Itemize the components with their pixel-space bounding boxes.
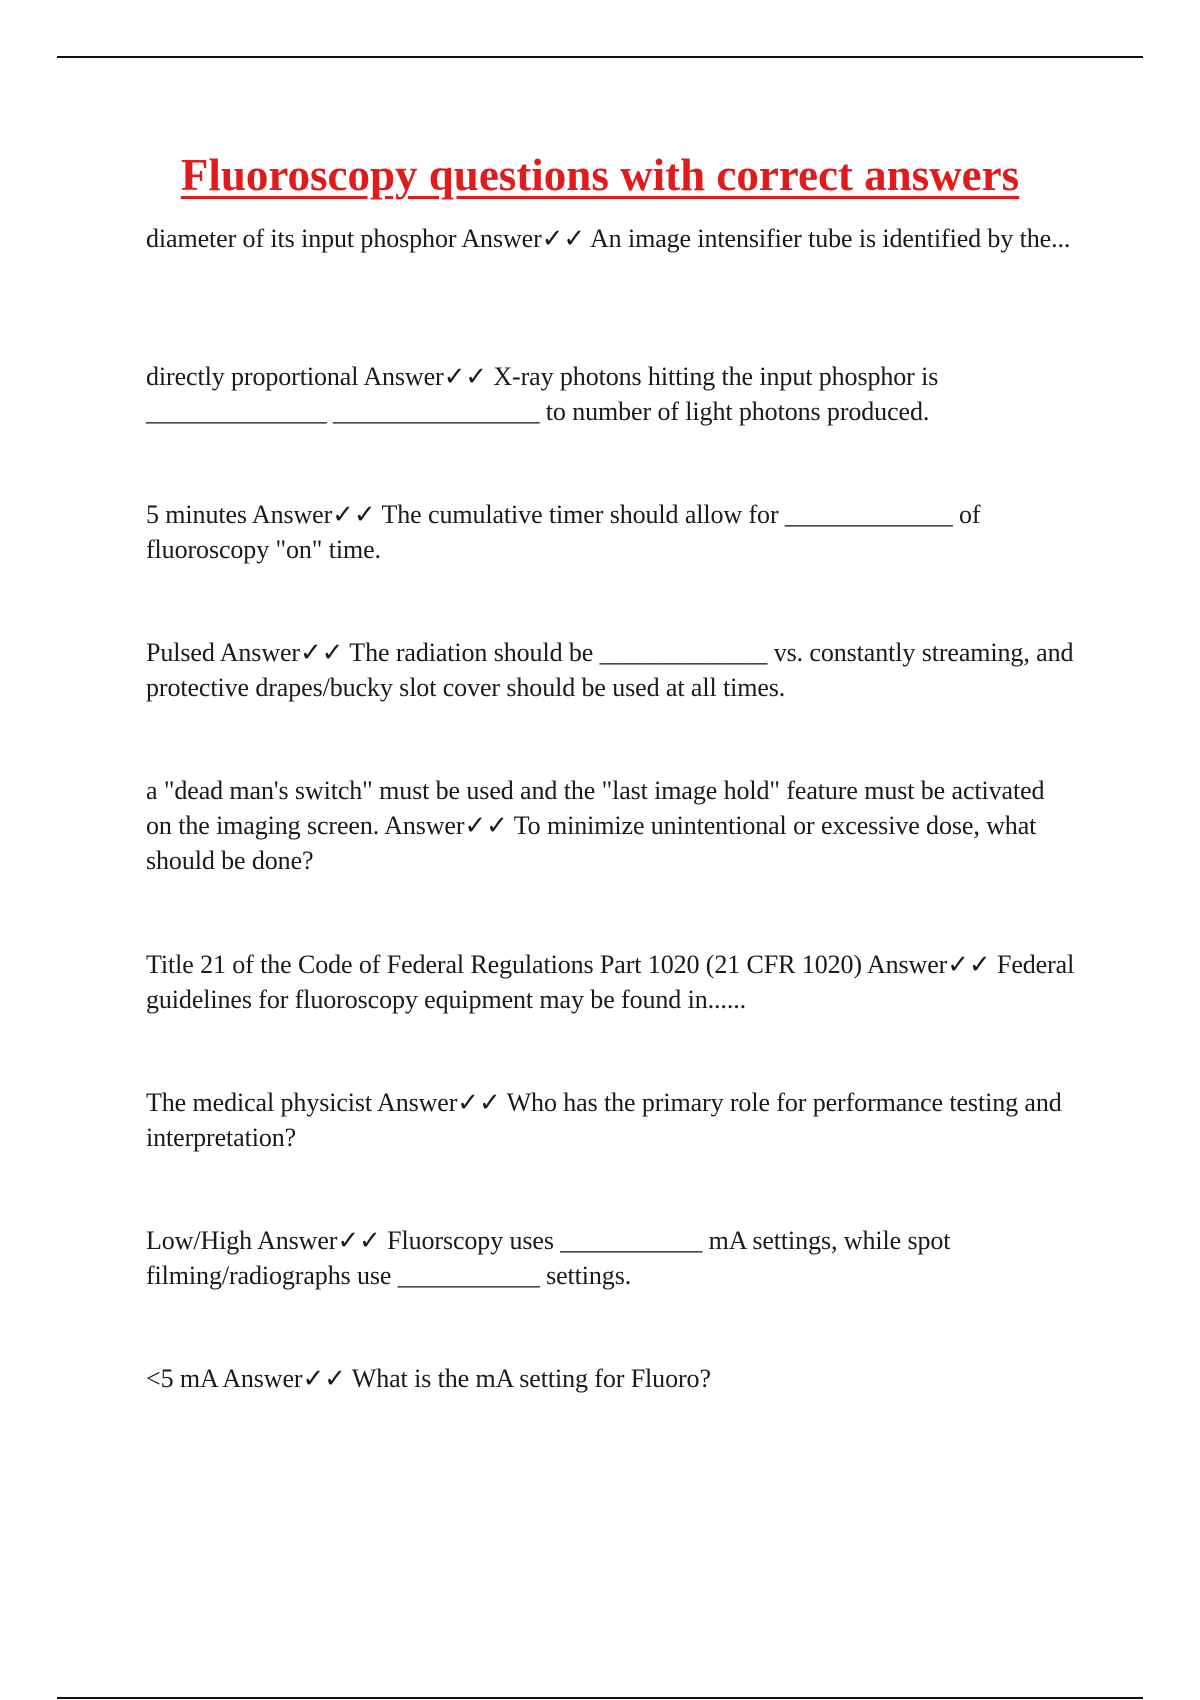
- answer-text: Low/High: [146, 1226, 253, 1255]
- answer-text: <5 mA: [146, 1364, 218, 1393]
- question-text: An image intensifier tube is identified by the...: [589, 224, 1071, 253]
- qa-item: [146, 1223, 1076, 1293]
- question-text: Who has the primary role for performance testing and interpretation?: [146, 1088, 1062, 1152]
- answer-marker: Answer✓✓: [363, 362, 487, 391]
- answer-marker: Answer✓✓: [219, 638, 344, 667]
- answer-marker: Answer✓✓: [377, 1088, 501, 1117]
- qa-item: [146, 359, 1076, 429]
- answer-text: directly proportional: [146, 362, 359, 391]
- question-text: The cumulative timer should allow for _____________ of fluoroscopy "on" time.: [146, 500, 981, 564]
- qa-item: [146, 635, 1076, 705]
- question-text: The radiation should be _____________ vs. constantly streaming, and protective drapes/bucky slot cover should be used at all times.: [146, 638, 1074, 702]
- answer-marker: Answer✓✓: [251, 500, 376, 529]
- qa-item: [146, 773, 1076, 878]
- question-text: What is the mA setting for Fluoro?: [351, 1364, 711, 1393]
- question-text: Fluorscopy uses ___________ mA settings, while spot filming/radiographs use ___________ settings.: [146, 1226, 951, 1290]
- answer-text: Pulsed: [146, 638, 215, 667]
- qa-item: [146, 947, 1076, 1017]
- question-text: X-ray photons hitting the input phosphor is ______________ ________________ to number of light photons produced.: [146, 362, 939, 426]
- document-title: Fluoroscopy questions with correct answers: [180, 150, 1020, 200]
- answer-marker: Answer✓✓: [222, 1364, 346, 1393]
- bottom-rule: [57, 1697, 1143, 1699]
- question-text: To minimize unintentional or excessive dose, what should be done?: [146, 811, 1037, 875]
- answer-text: diameter of its input phosphor: [146, 224, 457, 253]
- answer-marker: Answer✓✓: [461, 224, 586, 253]
- answer-text: 5 minutes: [146, 500, 247, 529]
- qa-item: [146, 1085, 1076, 1155]
- question-text: Federal guidelines for fluoroscopy equipment may be found in......: [146, 950, 1075, 1014]
- answer-text: Title 21 of the Code of Federal Regulations Part 1020 (21 CFR 1020): [146, 950, 862, 979]
- answer-text: The medical physicist: [146, 1088, 373, 1117]
- qa-item: [146, 1361, 1076, 1396]
- answer-marker: Answer✓✓: [257, 1226, 381, 1255]
- qa-list: [146, 221, 1076, 1464]
- answer-text: a "dead man's switch" must be used and the "last image hold" feature must be activated on the imaging screen.: [146, 776, 1045, 840]
- top-rule: [57, 56, 1143, 58]
- qa-item: [146, 221, 1076, 291]
- qa-item: [146, 497, 1076, 567]
- answer-marker: Answer✓✓: [866, 950, 991, 979]
- answer-marker: Answer✓✓: [384, 811, 508, 840]
